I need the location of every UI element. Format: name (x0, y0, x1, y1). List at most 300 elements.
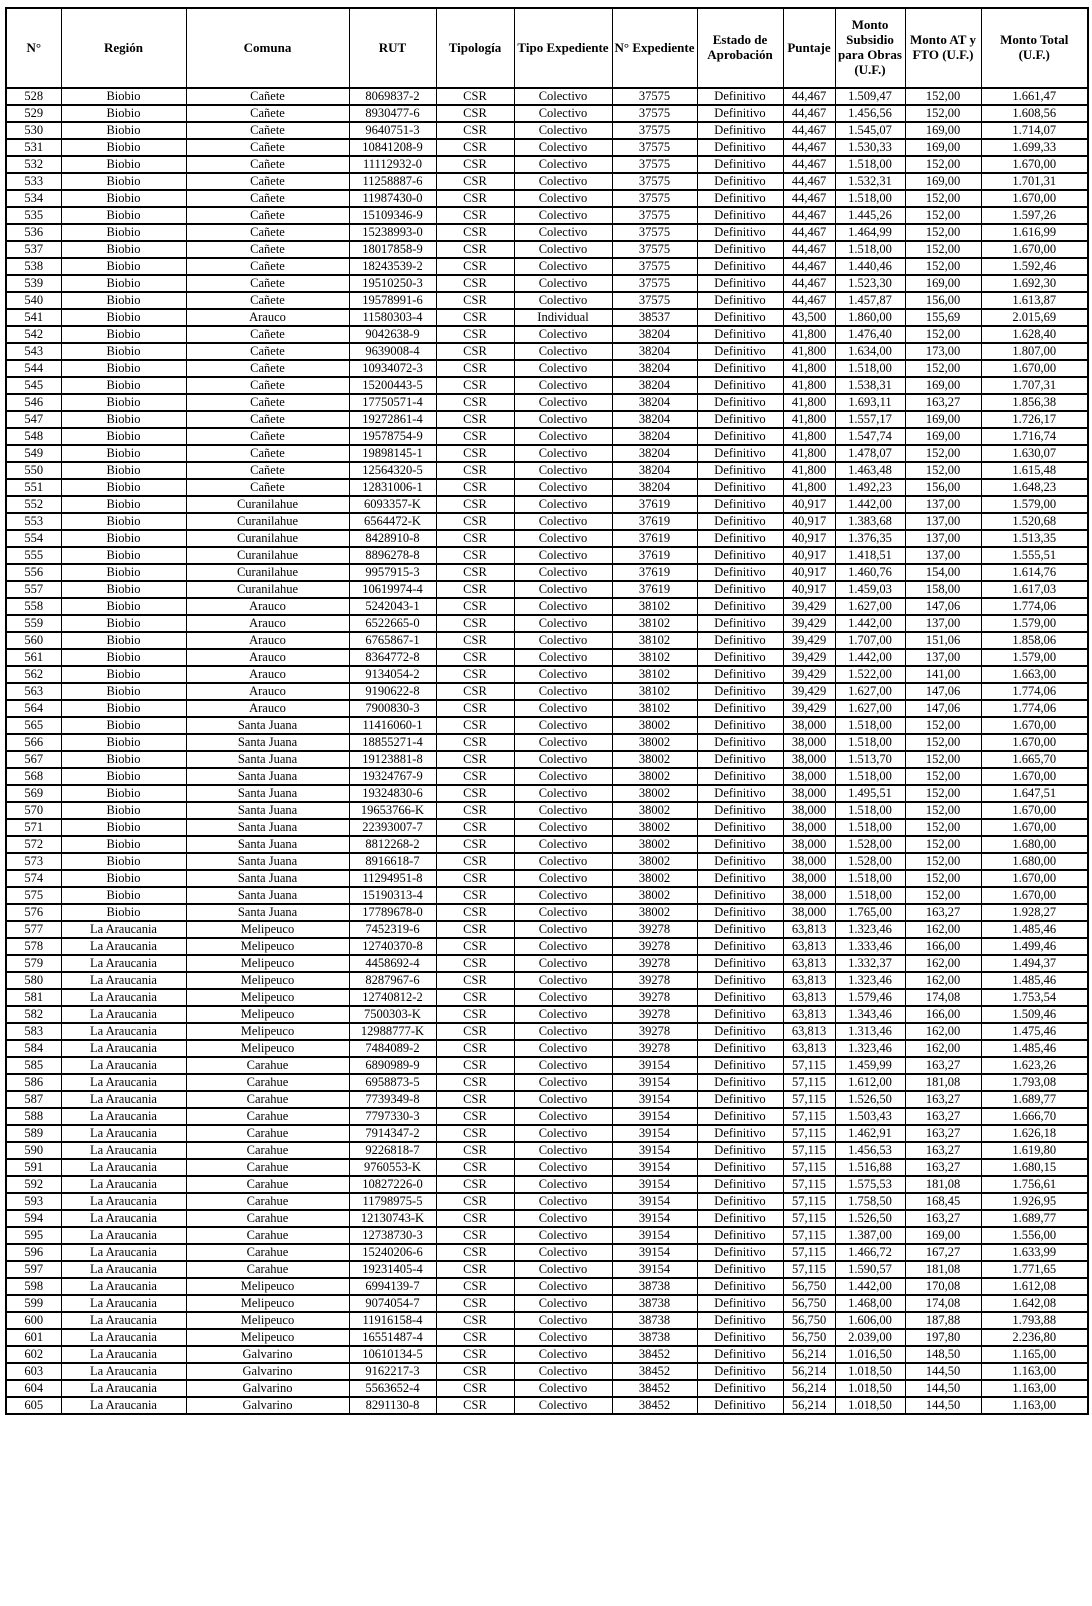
table-cell: 1.758,50 (835, 1193, 905, 1210)
table-cell: 11294951-8 (349, 870, 436, 887)
table-row (6, 241, 1088, 258)
table-cell: 40,917 (783, 513, 835, 530)
table-cell: 532 (6, 156, 61, 173)
table-cell: Colectivo (514, 1125, 612, 1142)
table-cell: Biobio (61, 870, 186, 887)
table-cell: 554 (6, 530, 61, 547)
table-cell: 163,27 (905, 394, 981, 411)
table-cell: 570 (6, 802, 61, 819)
table-cell: CSR (436, 768, 514, 785)
table-body (6, 88, 1088, 1414)
table-cell: Definitivo (697, 241, 783, 258)
table-cell: CSR (436, 1023, 514, 1040)
table-cell: 1.670,00 (981, 734, 1088, 751)
table-cell: Definitivo (697, 1023, 783, 1040)
table-cell: Biobio (61, 105, 186, 122)
table-cell: 553 (6, 513, 61, 530)
table-cell: 19510250-3 (349, 275, 436, 292)
table-cell: Colectivo (514, 1278, 612, 1295)
table-cell: CSR (436, 887, 514, 904)
table-cell: Arauco (186, 309, 349, 326)
table-cell: Biobio (61, 411, 186, 428)
table-cell: 163,27 (905, 1091, 981, 1108)
table-cell: 1.670,00 (981, 802, 1088, 819)
table-cell: Colectivo (514, 190, 612, 207)
table-cell: 535 (6, 207, 61, 224)
table-cell: Definitivo (697, 717, 783, 734)
table-cell: 63,813 (783, 989, 835, 1006)
table-cell: 1.726,17 (981, 411, 1088, 428)
table-cell: CSR (436, 955, 514, 972)
table-cell: Definitivo (697, 921, 783, 938)
table-cell: 57,115 (783, 1261, 835, 1278)
table-cell: 1.445,26 (835, 207, 905, 224)
table-cell: 8364772-8 (349, 649, 436, 666)
table-cell: 38204 (612, 326, 697, 343)
table-cell: 44,467 (783, 258, 835, 275)
table-cell: 592 (6, 1176, 61, 1193)
table-cell: CSR (436, 1278, 514, 1295)
table-cell: 1.018,50 (835, 1380, 905, 1397)
table-cell: 10827226-0 (349, 1176, 436, 1193)
table-cell: Definitivo (697, 564, 783, 581)
table-cell: CSR (436, 1125, 514, 1142)
table-cell: 163,27 (905, 1125, 981, 1142)
table-cell: Carahue (186, 1244, 349, 1261)
table-cell: Carahue (186, 1125, 349, 1142)
table-cell: 7500303-K (349, 1006, 436, 1023)
table-cell: 38002 (612, 904, 697, 921)
table-cell: CSR (436, 1397, 514, 1414)
table-cell: 38002 (612, 768, 697, 785)
table-cell: 137,00 (905, 615, 981, 632)
table-cell: CSR (436, 1363, 514, 1380)
table-cell: 38738 (612, 1312, 697, 1329)
table-cell: Definitivo (697, 445, 783, 462)
table-cell: Carahue (186, 1142, 349, 1159)
table-row (6, 1295, 1088, 1312)
table-cell: 39278 (612, 921, 697, 938)
table-cell: Biobio (61, 887, 186, 904)
table-cell: 39154 (612, 1159, 697, 1176)
table-cell: Biobio (61, 734, 186, 751)
table-cell: 38,000 (783, 802, 835, 819)
table-cell: 19578991-6 (349, 292, 436, 309)
table-cell: 1.526,50 (835, 1091, 905, 1108)
table-cell: 1.516,88 (835, 1159, 905, 1176)
table-row (6, 1125, 1088, 1142)
table-cell: Colectivo (514, 1193, 612, 1210)
table-cell: Colectivo (514, 564, 612, 581)
table-row (6, 530, 1088, 547)
table-cell: 12564320-5 (349, 462, 436, 479)
table-cell: 63,813 (783, 921, 835, 938)
table-cell: 8896278-8 (349, 547, 436, 564)
table-cell: 152,00 (905, 870, 981, 887)
table-row (6, 1227, 1088, 1244)
table-cell: 137,00 (905, 496, 981, 513)
table-cell: 1.627,00 (835, 598, 905, 615)
table-cell: Colectivo (514, 972, 612, 989)
table-cell: 169,00 (905, 139, 981, 156)
table-cell: La Araucania (61, 1312, 186, 1329)
table-cell: 38002 (612, 887, 697, 904)
table-cell: Arauco (186, 700, 349, 717)
table-cell: Melipeuco (186, 1312, 349, 1329)
table-cell: CSR (436, 1159, 514, 1176)
table-row (6, 921, 1088, 938)
table-cell: Colectivo (514, 530, 612, 547)
table-cell: La Araucania (61, 1057, 186, 1074)
table-cell: 1.590,57 (835, 1261, 905, 1278)
table-cell: Biobio (61, 632, 186, 649)
table-cell: 598 (6, 1278, 61, 1295)
table-cell: Definitivo (697, 1210, 783, 1227)
table-cell: 1.462,91 (835, 1125, 905, 1142)
table-cell: Definitivo (697, 275, 783, 292)
table-cell: Biobio (61, 751, 186, 768)
table-cell: 7484089-2 (349, 1040, 436, 1057)
table-cell: CSR (436, 190, 514, 207)
table-row (6, 955, 1088, 972)
table-cell: Colectivo (514, 258, 612, 275)
table-cell: La Araucania (61, 955, 186, 972)
table-cell: 1.793,88 (981, 1312, 1088, 1329)
table-row (6, 88, 1088, 105)
table-cell: 152,00 (905, 751, 981, 768)
table-cell: CSR (436, 785, 514, 802)
table-row (6, 1057, 1088, 1074)
table-cell: 1.592,46 (981, 258, 1088, 275)
table-cell: Definitivo (697, 972, 783, 989)
table-row (6, 462, 1088, 479)
table-cell: 539 (6, 275, 61, 292)
table-cell: 37575 (612, 173, 697, 190)
table-cell: 152,00 (905, 207, 981, 224)
table-cell: 12831006-1 (349, 479, 436, 496)
table-cell: 40,917 (783, 530, 835, 547)
table-cell: 7900830-3 (349, 700, 436, 717)
table-cell: 1.928,27 (981, 904, 1088, 921)
table-cell: La Araucania (61, 1091, 186, 1108)
table-cell: CSR (436, 1346, 514, 1363)
table-cell: La Araucania (61, 1329, 186, 1346)
table-cell: 1.418,51 (835, 547, 905, 564)
table-cell: 181,08 (905, 1176, 981, 1193)
table-row (6, 700, 1088, 717)
table-cell: 15240206-6 (349, 1244, 436, 1261)
table-cell: 187,88 (905, 1312, 981, 1329)
table-cell: 163,27 (905, 1057, 981, 1074)
table-cell: Definitivo (697, 428, 783, 445)
table-cell: 141,00 (905, 666, 981, 683)
table-cell: 44,467 (783, 241, 835, 258)
column-header: Comuna (186, 8, 349, 88)
table-cell: 1.463,48 (835, 462, 905, 479)
table-cell: 38204 (612, 462, 697, 479)
table-cell: La Araucania (61, 1346, 186, 1363)
table-cell: Definitivo (697, 360, 783, 377)
table-cell: Colectivo (514, 139, 612, 156)
table-cell: 41,800 (783, 326, 835, 343)
table-cell: 1.680,15 (981, 1159, 1088, 1176)
table-cell: Colectivo (514, 615, 612, 632)
table-cell: 571 (6, 819, 61, 836)
table-cell: Colectivo (514, 853, 612, 870)
table-cell: Definitivo (697, 258, 783, 275)
table-cell: Biobio (61, 258, 186, 275)
table-cell: Cañete (186, 156, 349, 173)
table-cell: 57,115 (783, 1091, 835, 1108)
table-cell: Colectivo (514, 360, 612, 377)
table-cell: Colectivo (514, 513, 612, 530)
table-cell: Biobio (61, 530, 186, 547)
table-cell: La Araucania (61, 1023, 186, 1040)
table-cell: La Araucania (61, 921, 186, 938)
table-cell: La Araucania (61, 972, 186, 989)
table-cell: Arauco (186, 632, 349, 649)
table-cell: CSR (436, 921, 514, 938)
table-cell: CSR (436, 938, 514, 955)
table-cell: 8428910-8 (349, 530, 436, 547)
table-cell: Definitivo (697, 207, 783, 224)
table-cell: 38452 (612, 1346, 697, 1363)
table-cell: Biobio (61, 462, 186, 479)
table-cell: 57,115 (783, 1142, 835, 1159)
table-cell: 1.518,00 (835, 734, 905, 751)
table-cell: 1.456,53 (835, 1142, 905, 1159)
table-cell: Definitivo (697, 836, 783, 853)
table-cell: Definitivo (697, 989, 783, 1006)
table-cell: 56,750 (783, 1312, 835, 1329)
header-row (6, 8, 1088, 88)
table-cell: 39154 (612, 1244, 697, 1261)
table-cell: 1.545,07 (835, 122, 905, 139)
table-cell: 163,27 (905, 1108, 981, 1125)
table-cell: CSR (436, 853, 514, 870)
table-cell: Definitivo (697, 700, 783, 717)
table-cell: Definitivo (697, 1278, 783, 1295)
table-cell: Definitivo (697, 1312, 783, 1329)
table-cell: Definitivo (697, 1159, 783, 1176)
table-cell: 1.623,26 (981, 1057, 1088, 1074)
table-cell: 529 (6, 105, 61, 122)
table-cell: 12740370-8 (349, 938, 436, 955)
table-row (6, 275, 1088, 292)
table-row (6, 1210, 1088, 1227)
table-cell: 17789678-0 (349, 904, 436, 921)
table-cell: 1.856,38 (981, 394, 1088, 411)
table-row (6, 343, 1088, 360)
table-cell: 18243539-2 (349, 258, 436, 275)
table-cell: 19578754-9 (349, 428, 436, 445)
table-cell: 38,000 (783, 768, 835, 785)
table-cell: Carahue (186, 1210, 349, 1227)
table-cell: 38452 (612, 1380, 697, 1397)
table-row (6, 190, 1088, 207)
table-cell: Santa Juana (186, 768, 349, 785)
table-cell: Definitivo (697, 1227, 783, 1244)
table-cell: Definitivo (697, 904, 783, 921)
table-cell: CSR (436, 377, 514, 394)
table-cell: 1.579,46 (835, 989, 905, 1006)
column-header: Monto Total (U.F.) (981, 8, 1088, 88)
table-cell: 11258887-6 (349, 173, 436, 190)
table-cell: 590 (6, 1142, 61, 1159)
table-cell: 552 (6, 496, 61, 513)
table-cell: 12988777-K (349, 1023, 436, 1040)
table-cell: Colectivo (514, 989, 612, 1006)
table-cell: 1.323,46 (835, 1040, 905, 1057)
table-cell: 37575 (612, 258, 697, 275)
table-cell: CSR (436, 343, 514, 360)
table-cell: 576 (6, 904, 61, 921)
table-cell: Definitivo (697, 734, 783, 751)
table-cell: 39278 (612, 972, 697, 989)
table-cell: CSR (436, 173, 514, 190)
table-cell: 152,00 (905, 156, 981, 173)
table-cell: 169,00 (905, 275, 981, 292)
table-row (6, 683, 1088, 700)
table-cell: 148,50 (905, 1346, 981, 1363)
table-cell: 38102 (612, 598, 697, 615)
table-cell: Melipeuco (186, 1023, 349, 1040)
table-row (6, 836, 1088, 853)
table-cell: Definitivo (697, 955, 783, 972)
table-cell: CSR (436, 292, 514, 309)
table-cell: 1.528,00 (835, 836, 905, 853)
table-cell: Colectivo (514, 717, 612, 734)
table-cell: Santa Juana (186, 887, 349, 904)
table-cell: 573 (6, 853, 61, 870)
table-row (6, 377, 1088, 394)
table-cell: 151,06 (905, 632, 981, 649)
table-cell: 147,06 (905, 700, 981, 717)
table-cell: 568 (6, 768, 61, 785)
table-cell: Cañete (186, 326, 349, 343)
table-cell: Cañete (186, 139, 349, 156)
table-cell: 37619 (612, 496, 697, 513)
table-cell: 1.523,30 (835, 275, 905, 292)
table-row (6, 360, 1088, 377)
table-cell: 1.440,46 (835, 258, 905, 275)
table-cell: Biobio (61, 122, 186, 139)
table-row (6, 1329, 1088, 1346)
table-cell: Melipeuco (186, 1329, 349, 1346)
table-cell: La Araucania (61, 1227, 186, 1244)
table-cell: 181,08 (905, 1261, 981, 1278)
table-cell: 1.383,68 (835, 513, 905, 530)
table-cell: 38,000 (783, 836, 835, 853)
table-cell: 163,27 (905, 904, 981, 921)
table-cell: 1.499,46 (981, 938, 1088, 955)
table-cell: Biobio (61, 139, 186, 156)
table-cell: 8812268-2 (349, 836, 436, 853)
table-cell: 1.692,30 (981, 275, 1088, 292)
table-cell: 39154 (612, 1142, 697, 1159)
table-cell: Curanilahue (186, 513, 349, 530)
table-cell: Colectivo (514, 734, 612, 751)
table-cell: 38,000 (783, 870, 835, 887)
table-cell: 1.518,00 (835, 768, 905, 785)
table-cell: La Araucania (61, 938, 186, 955)
table-cell: 39278 (612, 955, 697, 972)
table-cell: Colectivo (514, 1312, 612, 1329)
table-cell: 1.532,31 (835, 173, 905, 190)
table-cell: 39,429 (783, 598, 835, 615)
table-cell: CSR (436, 734, 514, 751)
table-cell: 1.613,87 (981, 292, 1088, 309)
table-cell: 39154 (612, 1125, 697, 1142)
table-cell: 1.661,47 (981, 88, 1088, 105)
table-cell: CSR (436, 394, 514, 411)
table-cell: CSR (436, 1176, 514, 1193)
table-row (6, 734, 1088, 751)
table-cell: Biobio (61, 190, 186, 207)
table-row (6, 258, 1088, 275)
table-cell: 1.464,99 (835, 224, 905, 241)
table-cell: 561 (6, 649, 61, 666)
table-cell: CSR (436, 598, 514, 615)
table-cell: Definitivo (697, 1091, 783, 1108)
table-cell: Definitivo (697, 666, 783, 683)
table-cell: 57,115 (783, 1159, 835, 1176)
table-row (6, 853, 1088, 870)
table-cell: Biobio (61, 683, 186, 700)
table-cell: 19653766-K (349, 802, 436, 819)
table-cell: Biobio (61, 598, 186, 615)
table-cell: 166,00 (905, 938, 981, 955)
table-cell: Melipeuco (186, 1295, 349, 1312)
table-cell: CSR (436, 241, 514, 258)
table-cell: 6522665-0 (349, 615, 436, 632)
table-cell: Galvarino (186, 1363, 349, 1380)
table-cell: Colectivo (514, 1108, 612, 1125)
table-cell: 1.518,00 (835, 802, 905, 819)
table-cell: 37575 (612, 207, 697, 224)
table-cell: 197,80 (905, 1329, 981, 1346)
table-cell: 144,50 (905, 1397, 981, 1414)
table-cell: Definitivo (697, 1329, 783, 1346)
table-cell: 559 (6, 615, 61, 632)
table-cell: Biobio (61, 173, 186, 190)
table-cell: Colectivo (514, 887, 612, 904)
table-cell: 1.530,33 (835, 139, 905, 156)
table-cell: CSR (436, 496, 514, 513)
table-cell: Definitivo (697, 105, 783, 122)
table-header (6, 8, 1088, 88)
table-cell: 1.619,80 (981, 1142, 1088, 1159)
table-cell: 63,813 (783, 1006, 835, 1023)
table-cell: 6093357-K (349, 496, 436, 513)
table-cell: CSR (436, 717, 514, 734)
table-cell: 152,00 (905, 853, 981, 870)
table-cell: Colectivo (514, 156, 612, 173)
table-cell: 167,27 (905, 1244, 981, 1261)
table-cell: 38204 (612, 445, 697, 462)
table-cell: 63,813 (783, 955, 835, 972)
table-cell: 1.528,00 (835, 853, 905, 870)
table-cell: 169,00 (905, 173, 981, 190)
table-cell: 1.485,46 (981, 972, 1088, 989)
table-cell: Biobio (61, 768, 186, 785)
table-cell: 162,00 (905, 955, 981, 972)
table-cell: 603 (6, 1363, 61, 1380)
table-cell: 18017858-9 (349, 241, 436, 258)
table-cell: 169,00 (905, 1227, 981, 1244)
table-cell: 137,00 (905, 513, 981, 530)
table-cell: 169,00 (905, 411, 981, 428)
